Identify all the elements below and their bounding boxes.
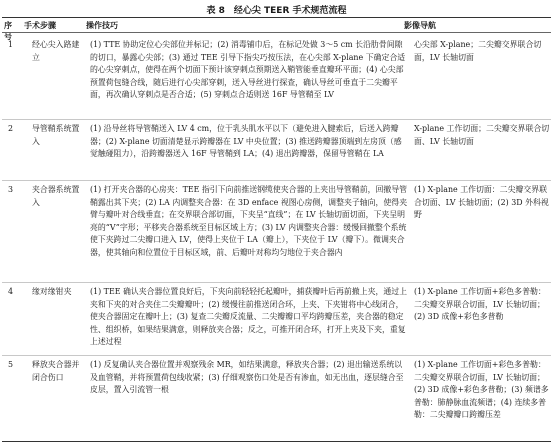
table-top-rule bbox=[2, 17, 551, 18]
header-imaging: 影像导航 bbox=[404, 21, 436, 30]
row4-step: 缘对缘钳夹 bbox=[32, 287, 72, 296]
row-divider bbox=[2, 282, 551, 283]
table-bottom-rule bbox=[2, 441, 551, 442]
table-caption: 表 8 经心尖 TEER 手术规范流程 bbox=[206, 6, 347, 16]
row1-no: 1 bbox=[8, 40, 14, 49]
header-no: 序号 bbox=[4, 21, 12, 41]
row3-technique: (1) 打开夹合器的心房夹：TEE 指引下向前推送钢缆使夹合器的上夹出导管鞘前，回撤导管鞘露出其下夹；(2) LA 内调整夹合器：在 3D enface 视图心房侧，调整夹子轴向，使得夹臂与瓣叶对合线垂直；在交界联合部切面，下夹呈“直线”；在 LV 长轴切面切面，下夹呈明亮的“V”字形；平移夹合器系统至目标区域上方；(3) LV 内调整夹合器：缓慢回撤整个系统使下夹跨过二尖瓣口进入 LV，使得上夹位于 LA（瓣上），下夹位于 LV（瓣下）。微调夹合器，使其轴向和位置位于目标区域，前、后瓣叶对称均匀地位于夹合器内 bbox=[90, 185, 408, 257]
row3-no: 3 bbox=[8, 185, 14, 194]
row-divider bbox=[2, 119, 551, 120]
header-technique: 操作技巧 bbox=[86, 21, 118, 30]
row-divider bbox=[2, 180, 551, 181]
row3-imaging: (1) X-plane 工作切面：二尖瓣交界联合切面、LV 长轴切面；(2) 3D 外科视野 bbox=[414, 185, 549, 220]
row2-imaging: X-plane 工作切面；二尖瓣交界联合切面、LV 长轴切面 bbox=[414, 124, 550, 146]
row5-imaging: (1) X-plane 工作切面+彩色多普勒：二尖瓣交界联合切面，LV 长轴切面；(2) 3D 成像+彩色多普勒；(3) 频谱多普勒：肺静脉血流频谱；(4) 连续多普勒：二尖瓣瓣口跨瓣压差 bbox=[414, 360, 549, 420]
row2-step: 导管鞘系统置入 bbox=[32, 124, 80, 146]
row1-technique: (1) TTE 协助定位心尖部位并标记；(2) 消毒铺巾后，在标记处做 3～5 cm 长沿肋骨间隙的切口，暴露心尖部；(3) 通过 TEE 引导下指尖巧按压法，在心尖部 X-plane 下确定合适的心尖穿刺点，使得在两个切面下预计该穿刺点预期送入鞘管能垂直瓣环平面；(4) 心尖部预置荷包缝合线，随后进行心尖部穿刺，送入导丝进行探查，确认导丝可垂直于二尖瓣平面，再次确认穿刺点是否合适；(5) 穿刺点合适则送 16F 导管鞘至 LV bbox=[90, 40, 406, 100]
row5-technique: (1) 反复确认夹合器位置并观察残余 MR，如结果满意，释放夹合器；(2) 退出输送系统以及血管鞘，并将预置荷包线收紧；(3) 仔细观察伤口处是否有渗血，如无出血，逐层缝合至皮层，置入引流管一根 bbox=[90, 360, 404, 395]
row1-imaging: 心尖部 X-plane；二尖瓣交界联合切面，LV 长轴切面 bbox=[414, 40, 542, 62]
row3-step: 夹合器系统置入 bbox=[32, 185, 80, 207]
table-header-rule bbox=[2, 32, 551, 33]
row4-imaging: (1) X-plane 工作切面+彩色多普勒：二尖瓣交界联合切面，LV 长轴切面；(2) 3D 成像+彩色多普勒 bbox=[414, 287, 546, 322]
row2-technique: (1) 沿导丝将导管鞘送入 LV 4 cm，位于乳头肌水平以下（避免进入腱索后，后送入跨瓣器；(2) X-plane 切面清楚显示跨瓣器在 LV 中央位置；(3) 推送跨瓣器顶端到左房顶（感觉触碰阻力），沿跨瓣器送入 16F 导管鞘到 LA；(4) 退出跨瓣器，保留导管鞘在 LA bbox=[90, 124, 402, 159]
row4-technique: (1) TEE 确认夹合器位置良好后，下夹向前轻轻托起瓣叶，捕获瓣叶后再前撤上夹，通过上夹和下夹的对合夹住二尖瓣瓣叶；(2) 缓慢往前推送闭合环，上夹、下夹钳将中心线闭合，使夹合器固定在瓣叶上；(3) 复查二尖瓣反流量、二尖瓣瓣口平均跨瓣压差，夹合器的稳定性、组织桥，如果结果满意，则释放夹合器；反之，可推开闭合环，打开上夹及下夹，重复上述过程 bbox=[90, 287, 408, 347]
row4-no: 4 bbox=[8, 287, 14, 296]
row1-step: 经心尖入路建立 bbox=[32, 40, 80, 62]
row5-no: 5 bbox=[8, 360, 14, 369]
header-step: 手术步骤 bbox=[24, 21, 56, 30]
row2-no: 2 bbox=[8, 124, 14, 133]
row5-step: 释放夹合器并闭合伤口 bbox=[32, 360, 80, 382]
row-divider bbox=[2, 355, 551, 356]
